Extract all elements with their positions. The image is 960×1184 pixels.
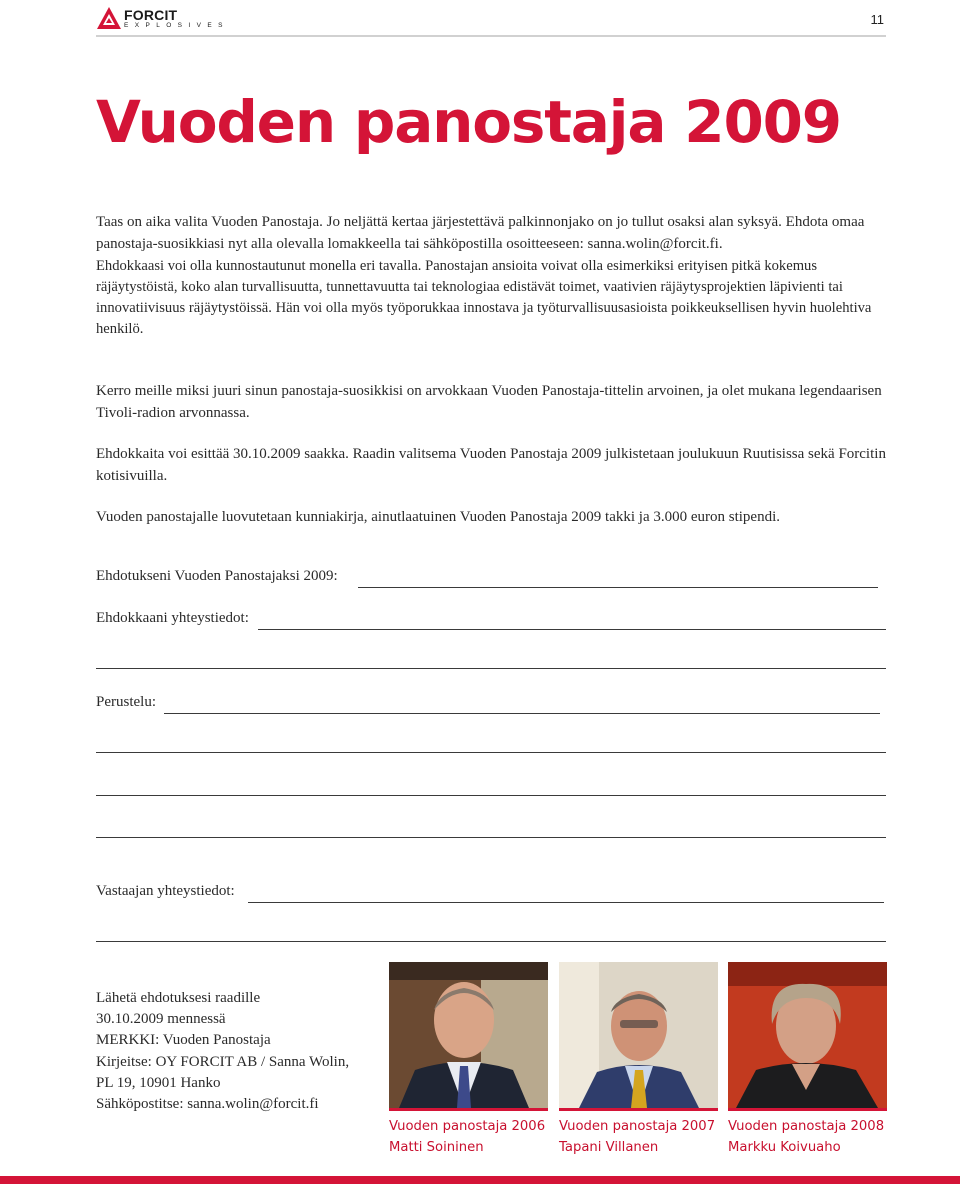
page-title: Vuoden panostaja 2009 — [96, 88, 841, 156]
prize-paragraph: Vuoden panostajalle luovutetaan kunniakirja, ainutlaatuinen Vuoden Panostaja 2009 takki ja 3.000 euron stipendi. — [96, 509, 781, 525]
winner-title: Vuoden panostaja 2007 — [559, 1119, 716, 1134]
nomination-label: Ehdotukseni Vuoden Panostajaksi 2009: — [96, 568, 338, 584]
candidate-contact-label: Ehdokkaani yhteystiedot: — [96, 610, 249, 626]
respondent-contact-field[interactable] — [96, 883, 886, 905]
deadline-paragraph: Ehdokkaita voi esittää 30.10.2009 saakka. Raadin valitsema Vuoden Panostaja 2009 julkistetaan joulukuun Ruutisissa sekä Forcitin kotisivuilla. — [96, 446, 886, 484]
winner-caption-2006 — [389, 1116, 559, 1158]
reasoning-line[interactable] — [164, 713, 880, 714]
photo-accent-2008 — [728, 1108, 887, 1111]
reasoning-extra-line-1[interactable] — [96, 752, 886, 753]
winner-caption-2008 — [728, 1116, 898, 1158]
winner-photo-2008 — [728, 962, 887, 1108]
submission-line: 30.10.2009 mennessä — [96, 1011, 226, 1028]
page-number: 11 — [870, 12, 884, 27]
page-header — [96, 4, 886, 38]
reasoning-extra-line-2[interactable] — [96, 795, 886, 796]
submission-line: PL 19, 10901 Hanko — [96, 1074, 221, 1091]
respondent-contact-extra-line[interactable] — [96, 941, 886, 942]
respondent-contact-label: Vastaajan yhteystiedot: — [96, 883, 235, 899]
winner-name: Markku Koivuaho — [728, 1140, 841, 1155]
lottery-paragraph: Kerro meille miksi juuri sinun panostaja-suosikkisi on arvokkaan Vuoden Panostaja-tittelin arvoinen, ja olet mukana legendaarisen Tivoli-radion arvonnassa. — [96, 383, 882, 421]
logo-subtitle: EXPLOSIVES — [124, 22, 229, 29]
respondent-contact-line[interactable] — [248, 902, 884, 903]
submission-line: Kirjeitse: OY FORCIT AB / Sanna Wolin, — [96, 1053, 350, 1070]
winner-photo-2007 — [559, 962, 718, 1108]
submission-line: MERKKI: Vuoden Panostaja — [96, 1032, 271, 1049]
intro-paragraph: Taas on aika valita Vuoden Panostaja. Jo neljättä kertaa järjestettävä palkinnonjako on jo tullut osaksi alan syksyä. Ehdota omaa panostaja-suosikkiasi nyt alla olevalla lomakkeella tai sähköpostilla osoitteeseen: sanna.wolin@forcit.fi. — [96, 214, 865, 252]
candidate-contact-extra-line[interactable] — [96, 668, 886, 669]
forcit-logo — [96, 6, 229, 32]
reasoning-label: Perustelu: — [96, 694, 156, 710]
footer-bar — [0, 1176, 960, 1184]
forcit-triangle-icon — [96, 6, 122, 30]
winner-title: Vuoden panostaja 2008 — [728, 1119, 885, 1134]
submission-line: Lähetä ehdotuksesi raadille — [96, 990, 261, 1006]
candidate-contact-field[interactable] — [96, 610, 886, 632]
reasoning-extra-line-3[interactable] — [96, 837, 886, 838]
submission-line: Sähköpostitse: sanna.wolin@forcit.fi — [96, 1096, 319, 1113]
logo-name: FORCIT — [124, 7, 178, 23]
header-divider — [96, 35, 886, 37]
photo-accent-2006 — [389, 1108, 548, 1111]
winner-name: Tapani Villanen — [559, 1140, 659, 1155]
criteria-paragraph: Ehdokkaasi voi olla kunnostautunut monella eri tavalla. Panostajan ansioita voivat olla esimerkiksi erityisen pitkä kokemus räjäytystöistä, koko alan turvallisuutta, tunnettavuutta tai teknologiaa edistävät toimet, vaativien räjäytysprojektien läpivienti tai innovatiivisuus räjäytystöissä. Hän voi olla myös työporukkaa innostava ja työturvallisuusasioista poikkeuksellisen hyvin huolehtiva henkilö. — [96, 258, 872, 337]
winner-name: Matti Soininen — [389, 1140, 484, 1155]
submission-info — [96, 988, 386, 1115]
winner-photo-2006 — [389, 962, 548, 1108]
reasoning-field[interactable] — [96, 694, 886, 716]
nomination-field[interactable] — [96, 568, 886, 590]
winner-caption-2007 — [559, 1116, 729, 1158]
nomination-line[interactable] — [358, 587, 878, 588]
candidate-contact-line[interactable] — [258, 629, 886, 630]
photo-accent-2007 — [559, 1108, 718, 1111]
winner-title: Vuoden panostaja 2006 — [389, 1119, 546, 1134]
